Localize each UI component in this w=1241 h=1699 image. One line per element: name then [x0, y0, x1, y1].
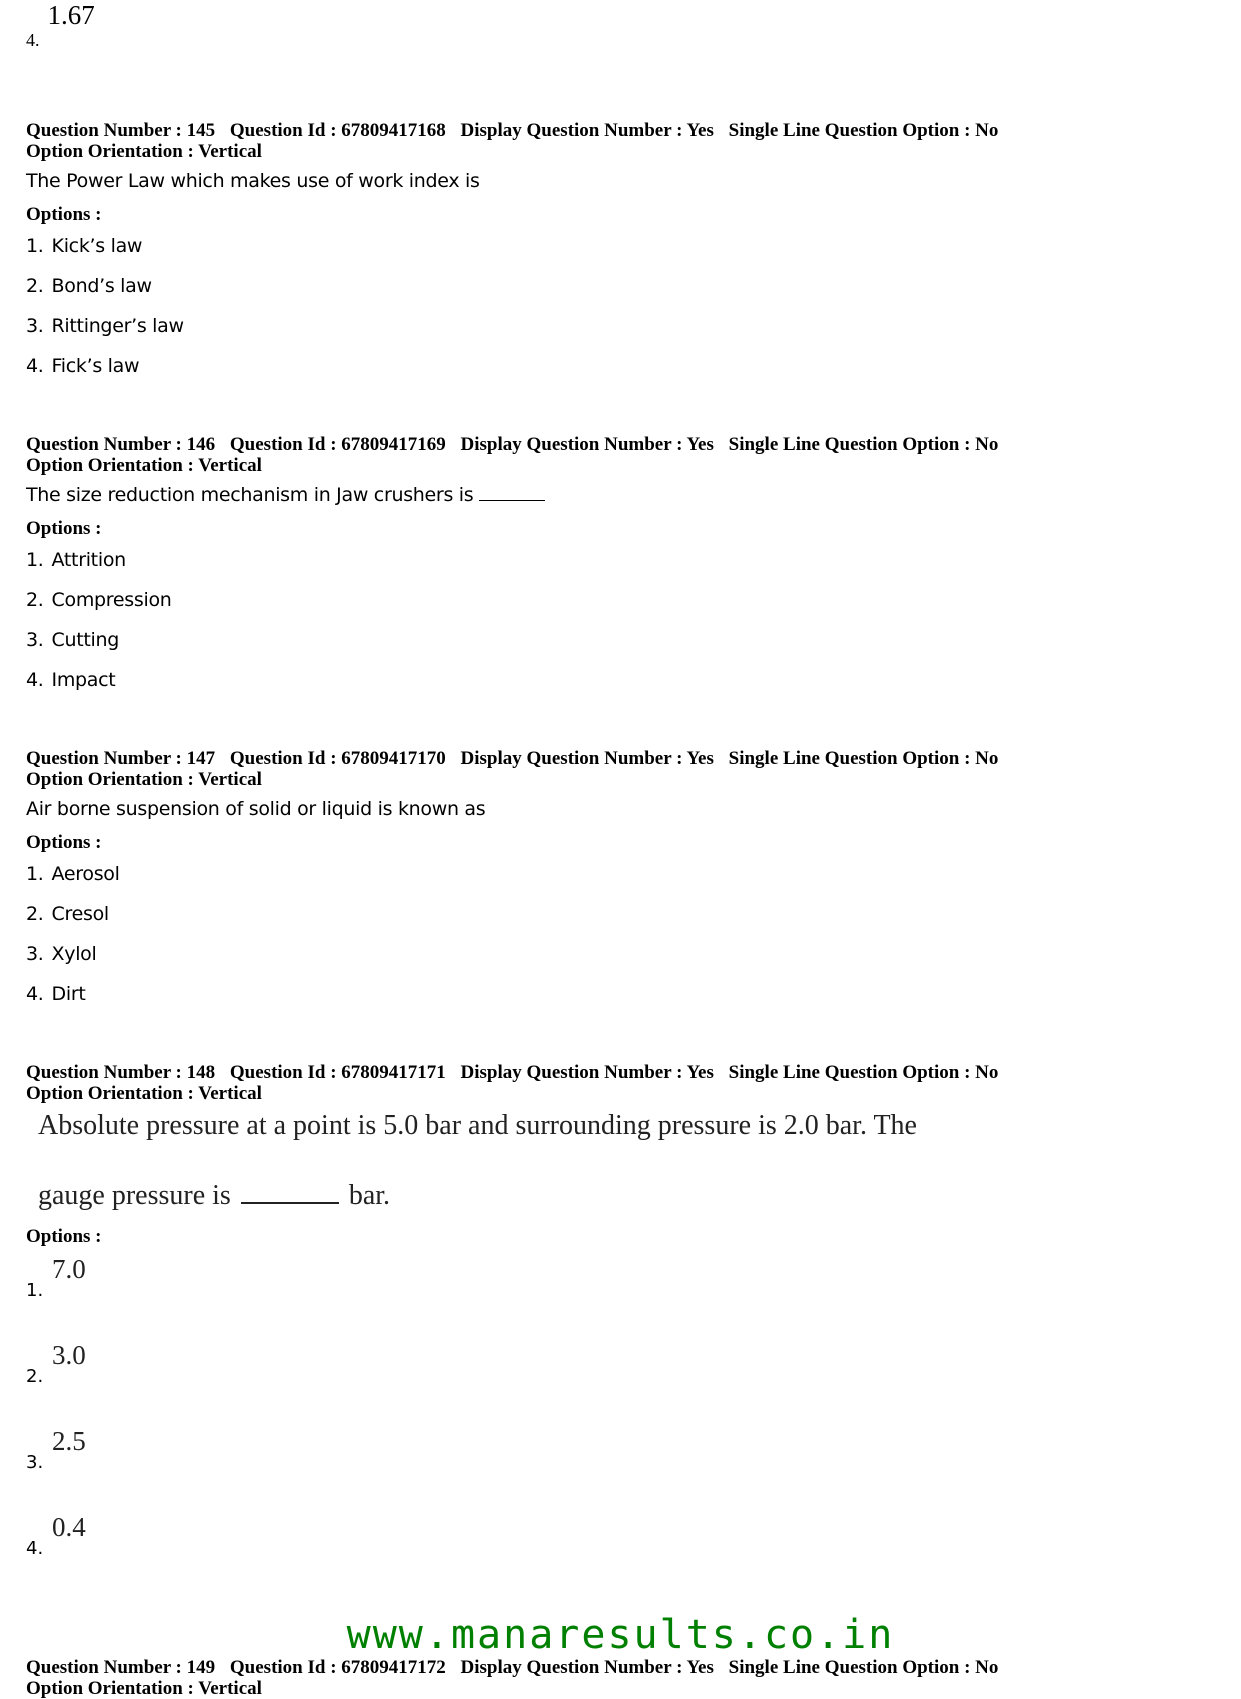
- question-148: [26, 1062, 1176, 1598]
- options-label: Options :: [26, 518, 102, 539]
- option-text: Aerosol: [51, 863, 120, 885]
- option-item: [26, 232, 1176, 272]
- question-text: [26, 484, 1176, 506]
- question-text-line-1: Absolute pressure at a point is 5.0 bar and surrounding pressure is 2.0 bar. The: [38, 1110, 917, 1141]
- option-number: 3.: [26, 315, 44, 337]
- option-item: [26, 546, 1176, 586]
- single-line-option: Single Line Question Option : No: [728, 1062, 999, 1083]
- option-text: Compression: [51, 589, 172, 611]
- option-number: 3.: [26, 1452, 44, 1473]
- options-list: [26, 232, 1176, 392]
- question-meta: [26, 748, 1176, 790]
- question-meta: [26, 1062, 1176, 1104]
- option-orientation: Option Orientation : Vertical: [26, 769, 262, 790]
- option-orientation: Option Orientation : Vertical: [26, 455, 262, 476]
- option-text: Cutting: [51, 629, 120, 651]
- question-text: Air borne suspension of solid or liquid is known as: [26, 798, 486, 820]
- option-number: 2.: [26, 589, 44, 611]
- option-number: 2.: [26, 275, 44, 297]
- question-text-prefix: gauge pressure is: [38, 1180, 231, 1211]
- option-orientation: Option Orientation : Vertical: [26, 1678, 262, 1699]
- option-text: Fick’s law: [51, 355, 140, 377]
- options-list: [26, 546, 1176, 706]
- option-item: [26, 900, 1176, 940]
- option-number: 4.: [26, 669, 44, 691]
- question-text-content: The size reduction mechanism in Jaw crushers is: [26, 484, 474, 506]
- question-146: [26, 434, 1176, 706]
- option-text: Cresol: [51, 903, 109, 925]
- question-number: Question Number : 146: [26, 434, 216, 455]
- option-number: 4.: [26, 30, 40, 50]
- option-item: [26, 940, 1176, 980]
- option-value: 0.4: [52, 1512, 86, 1542]
- option-orientation: Option Orientation : Vertical: [26, 141, 262, 162]
- previous-question-option: [26, 0, 95, 50]
- single-line-option: Single Line Question Option : No: [728, 434, 999, 455]
- display-question-number: Display Question Number : Yes: [460, 1657, 714, 1678]
- option-value: 3.0: [52, 1340, 86, 1370]
- options-label: Options :: [26, 204, 102, 225]
- question-meta: [26, 120, 1176, 162]
- question-text-line-2: [38, 1178, 1176, 1222]
- question-number: Question Number : 148: [26, 1062, 216, 1083]
- question-id: Question Id : 67809417168: [229, 120, 446, 141]
- question-145: [26, 120, 1176, 392]
- question-number: Question Number : 145: [26, 120, 216, 141]
- option-number: 4.: [26, 1538, 44, 1559]
- option-number: 2.: [26, 1366, 44, 1387]
- option-text: Kick’s law: [51, 235, 143, 257]
- question-text-suffix: bar.: [348, 1180, 391, 1211]
- question-meta: [26, 1657, 1176, 1699]
- option-value: 7.0: [52, 1254, 86, 1284]
- option-number: 1.: [26, 1280, 44, 1301]
- option-item: [26, 352, 1176, 392]
- option-number: 3.: [26, 943, 44, 965]
- question-number: Question Number : 149: [26, 1657, 216, 1678]
- option-text: Attrition: [51, 549, 126, 571]
- option-number: 1.: [26, 863, 44, 885]
- question-id: Question Id : 67809417172: [229, 1657, 446, 1678]
- question-meta: [26, 434, 1176, 476]
- question-149: [26, 1657, 1176, 1699]
- option-text: Xylol: [51, 943, 97, 965]
- option-text: Impact: [51, 669, 116, 691]
- option-number: 1.: [26, 549, 44, 571]
- display-question-number: Display Question Number : Yes: [460, 1062, 714, 1083]
- display-question-number: Display Question Number : Yes: [460, 434, 714, 455]
- option-number: 1.: [26, 235, 44, 257]
- option-item: [26, 860, 1176, 900]
- option-item: [26, 1426, 1176, 1512]
- option-number: 4.: [26, 355, 44, 377]
- option-number: 3.: [26, 629, 44, 651]
- options-label: Options :: [26, 832, 102, 853]
- site-watermark: www.manaresults.co.in: [346, 1612, 895, 1658]
- option-item: [26, 666, 1176, 706]
- option-number: 2.: [26, 903, 44, 925]
- question-text: The Power Law which makes use of work index is: [26, 170, 480, 192]
- option-item: [26, 1254, 1176, 1340]
- option-text: Dirt: [51, 983, 86, 1005]
- answer-blank: [241, 1180, 339, 1204]
- answer-blank: [479, 484, 545, 501]
- option-item: [26, 1512, 1176, 1598]
- option-number: 4.: [26, 983, 44, 1005]
- option-item: [26, 626, 1176, 666]
- option-item: [26, 272, 1176, 312]
- question-text: [26, 1108, 1176, 1222]
- single-line-option: Single Line Question Option : No: [728, 120, 999, 141]
- question-id: Question Id : 67809417169: [229, 434, 446, 455]
- single-line-option: Single Line Question Option : No: [728, 748, 999, 769]
- option-item: [26, 586, 1176, 626]
- question-id: Question Id : 67809417171: [229, 1062, 446, 1083]
- single-line-option: Single Line Question Option : No: [728, 1657, 999, 1678]
- question-id: Question Id : 67809417170: [229, 748, 446, 769]
- option-item: [26, 1340, 1176, 1426]
- display-question-number: Display Question Number : Yes: [460, 748, 714, 769]
- option-orientation: Option Orientation : Vertical: [26, 1083, 262, 1104]
- option-item: [26, 312, 1176, 352]
- display-question-number: Display Question Number : Yes: [460, 120, 714, 141]
- option-item: [26, 980, 1176, 1020]
- options-list: [26, 860, 1176, 1020]
- options-list: [26, 1254, 1176, 1598]
- option-text: Rittinger’s law: [51, 315, 184, 337]
- option-value: 2.5: [52, 1426, 86, 1456]
- option-value: 1.67: [47, 0, 95, 30]
- option-text: Bond’s law: [51, 275, 152, 297]
- question-147: [26, 748, 1176, 1020]
- options-label: Options :: [26, 1226, 102, 1247]
- question-number: Question Number : 147: [26, 748, 216, 769]
